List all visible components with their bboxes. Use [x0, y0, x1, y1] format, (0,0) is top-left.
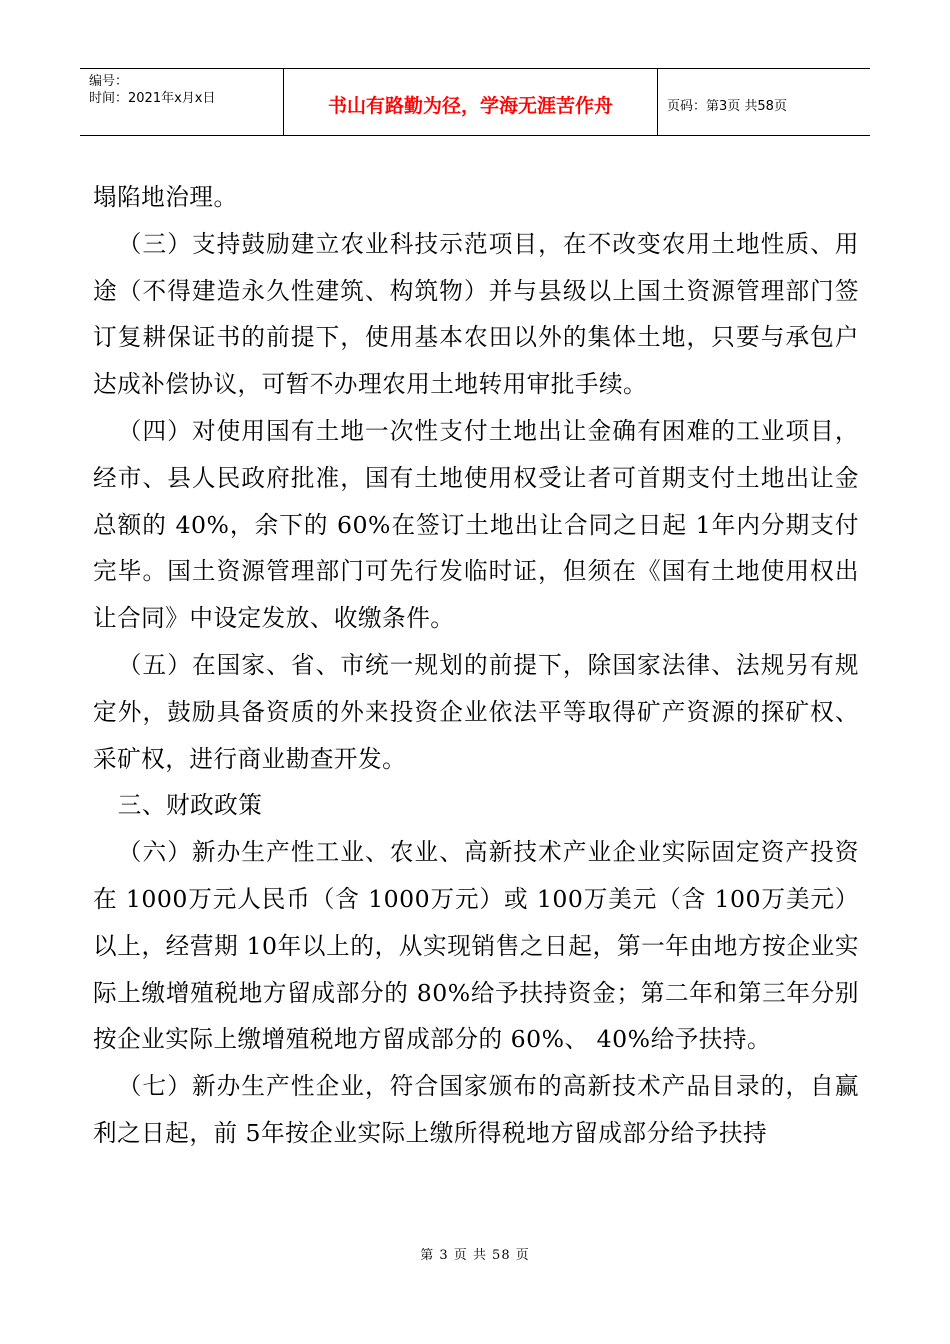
header-meta-cell	[80, 69, 284, 135]
header-page-code: 页码：第3页 共58页	[667, 98, 787, 114]
header-slogan: 书山有路勤为径，学海无涯苦作舟	[284, 69, 658, 135]
paragraph-clause-4: （四）对使用国有土地一次性支付土地出让金确有困难的工业项目，经市、县人民政府批准，国有土地使用权受让者可首期支付土地出让金总额的 40%，余下的 60%在签订土地出让合同之日起 1年内分期支付完毕。国土资源管理部门可先行发临时证，但须在《国有土地使用权出让合同》中设定发放、收缴条件。	[93, 416, 859, 633]
document-header	[80, 68, 870, 136]
paragraph-clause-3: （三）支持鼓励建立农业科技示范项目，在不改变农用土地性质、用途（不得建造永久性建筑、构筑物）并与县级以上国土资源管理部门签订复耕保证书的前提下，使用基本农田以外的集体土地，只要与承包户达成补偿协议，可暂不办理农用土地转用审批手续。	[93, 229, 859, 399]
document-number-label: 编号：	[89, 74, 129, 89]
paragraph-clause-7: （七）新办生产性企业，符合国家颁布的高新技术产品目录的，自赢利之日起，前 5年按企业实际上缴所得税地方留成部分给予扶持	[93, 1072, 859, 1147]
paragraph-clause-5: （五）在国家、省、市统一规划的前提下，除国家法律、法规另有规定外，鼓励具备资质的外来投资企业依法平等取得矿产资源的探矿权、采矿权，进行商业勘查开发。	[93, 650, 859, 773]
page-footer: 第 3 页 共 58 页	[420, 1248, 530, 1263]
paragraph-continuation: 塌陷地治理。	[93, 183, 238, 211]
document-body	[93, 174, 859, 1157]
document-time-label: 时间：2021年x月x日	[89, 91, 216, 106]
paragraph-clause-6: （六）新办生产性工业、农业、高新技术产业企业实际固定资产投资在 1000万元人民币（含 1000万元）或 100万美元（含 100万美元）以上，经营期 10年以上的，从实现销售之日起，第一年由地方按企业实际上缴增殖税地方留成部分的 80%给予扶持资金；第二年和第三年分别按企业实际上缴增殖税地方留成部分的 60%、 40%给予扶持。	[93, 838, 859, 1054]
section-heading-fiscal-policy: 三、财政政策	[117, 791, 263, 820]
